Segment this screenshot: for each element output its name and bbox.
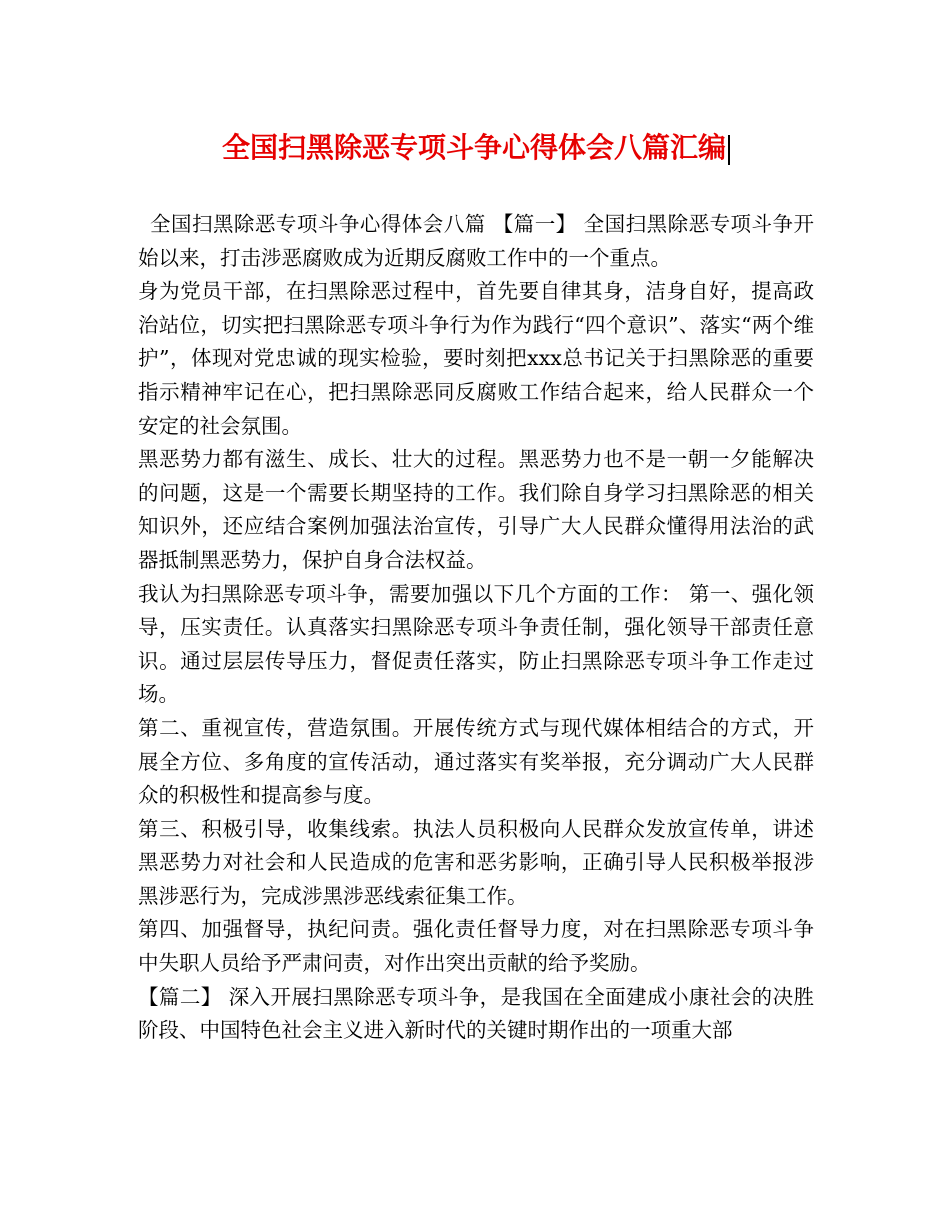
text-cursor <box>728 135 730 165</box>
paragraph-6: 第三、积极引导，收集线索。执法人员积极向人民群众发放宣传单，讲述黑恶势力对社会和人民造成的危害和恶劣影响，正确引导人民积极举报涉黑涉恶行为，完成涉黑涉恶线索征集工作。 <box>138 816 814 908</box>
paragraph-1: 全国扫黑除恶专项斗争心得体会八篇 【篇一】 全国扫黑除恶专项斗争开始以来，打击涉恶腐败成为近期反腐败工作中的一个重点。 <box>138 212 814 270</box>
document-title <box>138 128 814 168</box>
paragraph-5: 第二、重视宣传，营造氛围。开展传统方式与现代媒体相结合的方式，开展全方位、多角度的宣传活动，通过落实有奖举报，充分调动广大人民群众的积极性和提高参与度。 <box>138 715 814 808</box>
document-title-text: 全国扫黑除恶专项斗争心得体会八篇汇编 <box>221 131 726 164</box>
paragraph-3: 黑恶势力都有滋生、成长、壮大的过程。黑恶势力也不是一朝一夕能解决的问题，这是一个需要长期坚持的工作。我们除自身学习扫黑除恶的相关知识外，还应结合案例加强法治宣传，引导广大人民群众懂得用法治的武器抵制黑恶势力，保护自身合法权益。 <box>138 447 814 572</box>
document-page <box>138 128 814 1048</box>
paragraph-2: 身为党员干部，在扫黑除恶过程中，首先要自律其身，洁身自好，提高政治站位，切实把扫黑除恶专项斗争行为作为践行“四个意识”、落实“两个维护”，体现对党忠诚的现实检验，要时刻把xxx总书记关于扫黑除恶的重要指示精神牢记在心，把扫黑除恶同反腐败工作结合起来，给人民群众一个安定的社会氛围。 <box>138 279 814 438</box>
paragraph-4: 我认为扫黑除恶专项斗争，需要加强以下几个方面的工作： 第一、强化领导，压实责任。认真落实扫黑除恶专项斗争责任制，强化领导干部责任意识。通过层层传导压力，督促责任落实，防止扫黑除恶专项斗争工作走过场。 <box>138 581 814 707</box>
paragraph-8: 【篇二】 深入开展扫黑除恶专项斗争，是我国在全面建成小康社会的决胜阶段、中国特色社会主义进入新时代的关键时期作出的一项重大部 <box>138 984 814 1043</box>
paragraph-7: 第四、加强督导，执纪问责。强化责任督导力度，对在扫黑除恶专项斗争中失职人员给予严肃问责，对作出突出贡献的给予奖励。 <box>138 917 814 976</box>
